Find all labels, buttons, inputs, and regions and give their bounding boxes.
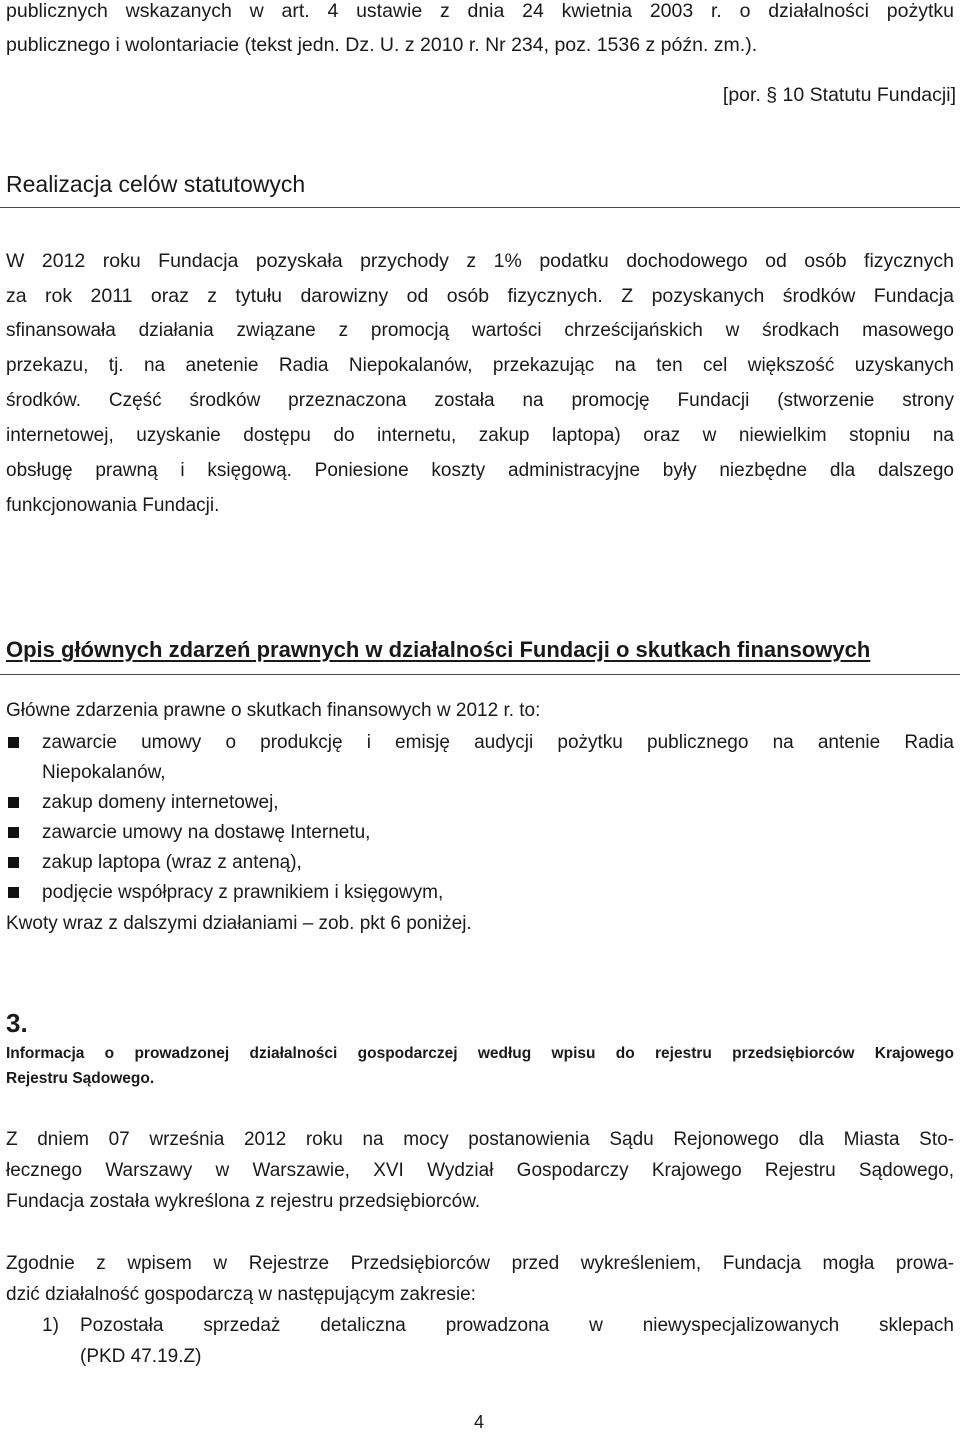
closing-text: Kwoty wraz z dalszymi działaniami – zob. pkt 6 poniżej. xyxy=(6,913,472,934)
list-item: zawarcie umowy na dostawę Internetu, xyxy=(42,822,371,843)
list-number: 1) xyxy=(42,1315,59,1336)
bullet-list xyxy=(0,732,960,912)
bullet-icon xyxy=(8,887,19,898)
section-heading: Realizacja celów statutowych xyxy=(6,171,306,197)
text-line: środków. Część środków przeznaczona została na promocję Fundacji (stworzenie strony xyxy=(6,390,954,411)
section-title: Informacja o prowadzonej działalności gospodarczej według wpisu do rejestru przedsiębiorców Krajowego xyxy=(6,1045,954,1062)
text-line: W 2012 roku Fundacja pozyskała przychody z 1% podatku dochodowego od osób fizycznych xyxy=(6,250,954,272)
section-number: 3. xyxy=(6,1008,28,1038)
text-line: Fundacja została wykreślona z rejestru przedsiębiorców. xyxy=(6,1191,481,1212)
text-line: publicznych wskazanych w art. 4 ustawie z dnia 24 kwietnia 2003 r. o działalności pożytku xyxy=(6,0,954,22)
list-item: Pozostała sprzedaż detaliczna prowadzona w niewyspecjalizowanych sklepach xyxy=(80,1315,954,1336)
statute-reference: [por. § 10 Statutu Fundacji] xyxy=(722,84,956,106)
text-line: dzić działalność gospodarczą w następującym zakresie: xyxy=(6,1284,476,1305)
text-line: publicznego i wolontariacie (tekst jedn. Dz. U. z 2010 r. Nr 234, poz. 1536 z późn. zm.). xyxy=(6,34,758,56)
page-number: 4 xyxy=(474,1412,485,1432)
bullet-icon xyxy=(8,827,19,838)
bullet-icon xyxy=(8,857,19,868)
text-line: obsługę prawną i księgową. Poniesione koszty administracyjne były niezbędne dla dalszego xyxy=(6,460,954,481)
list-item: zakup domeny internetowej, xyxy=(42,792,279,813)
section-heading: Opis głównych zdarzeń prawnych w działalności Fundacji o skutkach finansowych xyxy=(6,637,871,662)
divider xyxy=(0,674,960,675)
list-item: zawarcie umowy o produkcję i emisję audycji pożytku publicznego na antenie Radia xyxy=(42,732,954,753)
list-item-continuation: (PKD 47.19.Z) xyxy=(80,1346,202,1367)
divider xyxy=(0,207,960,208)
text-line: łecznego Warszawy w Warszawie, XVI Wydział Gospodarczy Krajowego Rejestru Sądowego, xyxy=(6,1160,954,1181)
text-line: Zgodnie z wpisem w Rejestrze Przedsiębiorców przed wykreśleniem, Fundacja mogła prowa- xyxy=(6,1253,954,1274)
text-line: Z dniem 07 września 2012 roku na mocy postanowienia Sądu Rejonowego dla Miasta Sto- xyxy=(6,1129,954,1150)
list-item-continuation: Niepokalanów, xyxy=(42,762,166,783)
text-line: za rok 2011 oraz z tytułu darowizny od osób fizycznych. Z pozyskanych środków Fundacja xyxy=(6,285,954,307)
text-line: przekazu, tj. na anetenie Radia Niepokalanów, przekazując na ten cel większość uzyskanych xyxy=(6,355,954,376)
bullet-icon xyxy=(8,797,19,808)
list-item: podjęcie współpracy z prawnikiem i księgowym, xyxy=(42,882,444,903)
list-item: zakup laptopa (wraz z anteną), xyxy=(42,852,302,873)
bullet-icon xyxy=(8,737,19,748)
text-line: sfinansowała działania związane z promocją wartości chrześcijańskich w środkach masowego xyxy=(6,320,954,341)
text-line: funkcjonowania Fundacji. xyxy=(6,495,220,516)
text-line: internetowej, uzyskanie dostępu do internetu, zakup laptopa) oraz w niewielkim stopniu na xyxy=(6,425,954,446)
section-title: Rejestru Sądowego. xyxy=(6,1070,155,1087)
intro-text: Główne zdarzenia prawne o skutkach finansowych w 2012 r. to: xyxy=(6,700,541,721)
